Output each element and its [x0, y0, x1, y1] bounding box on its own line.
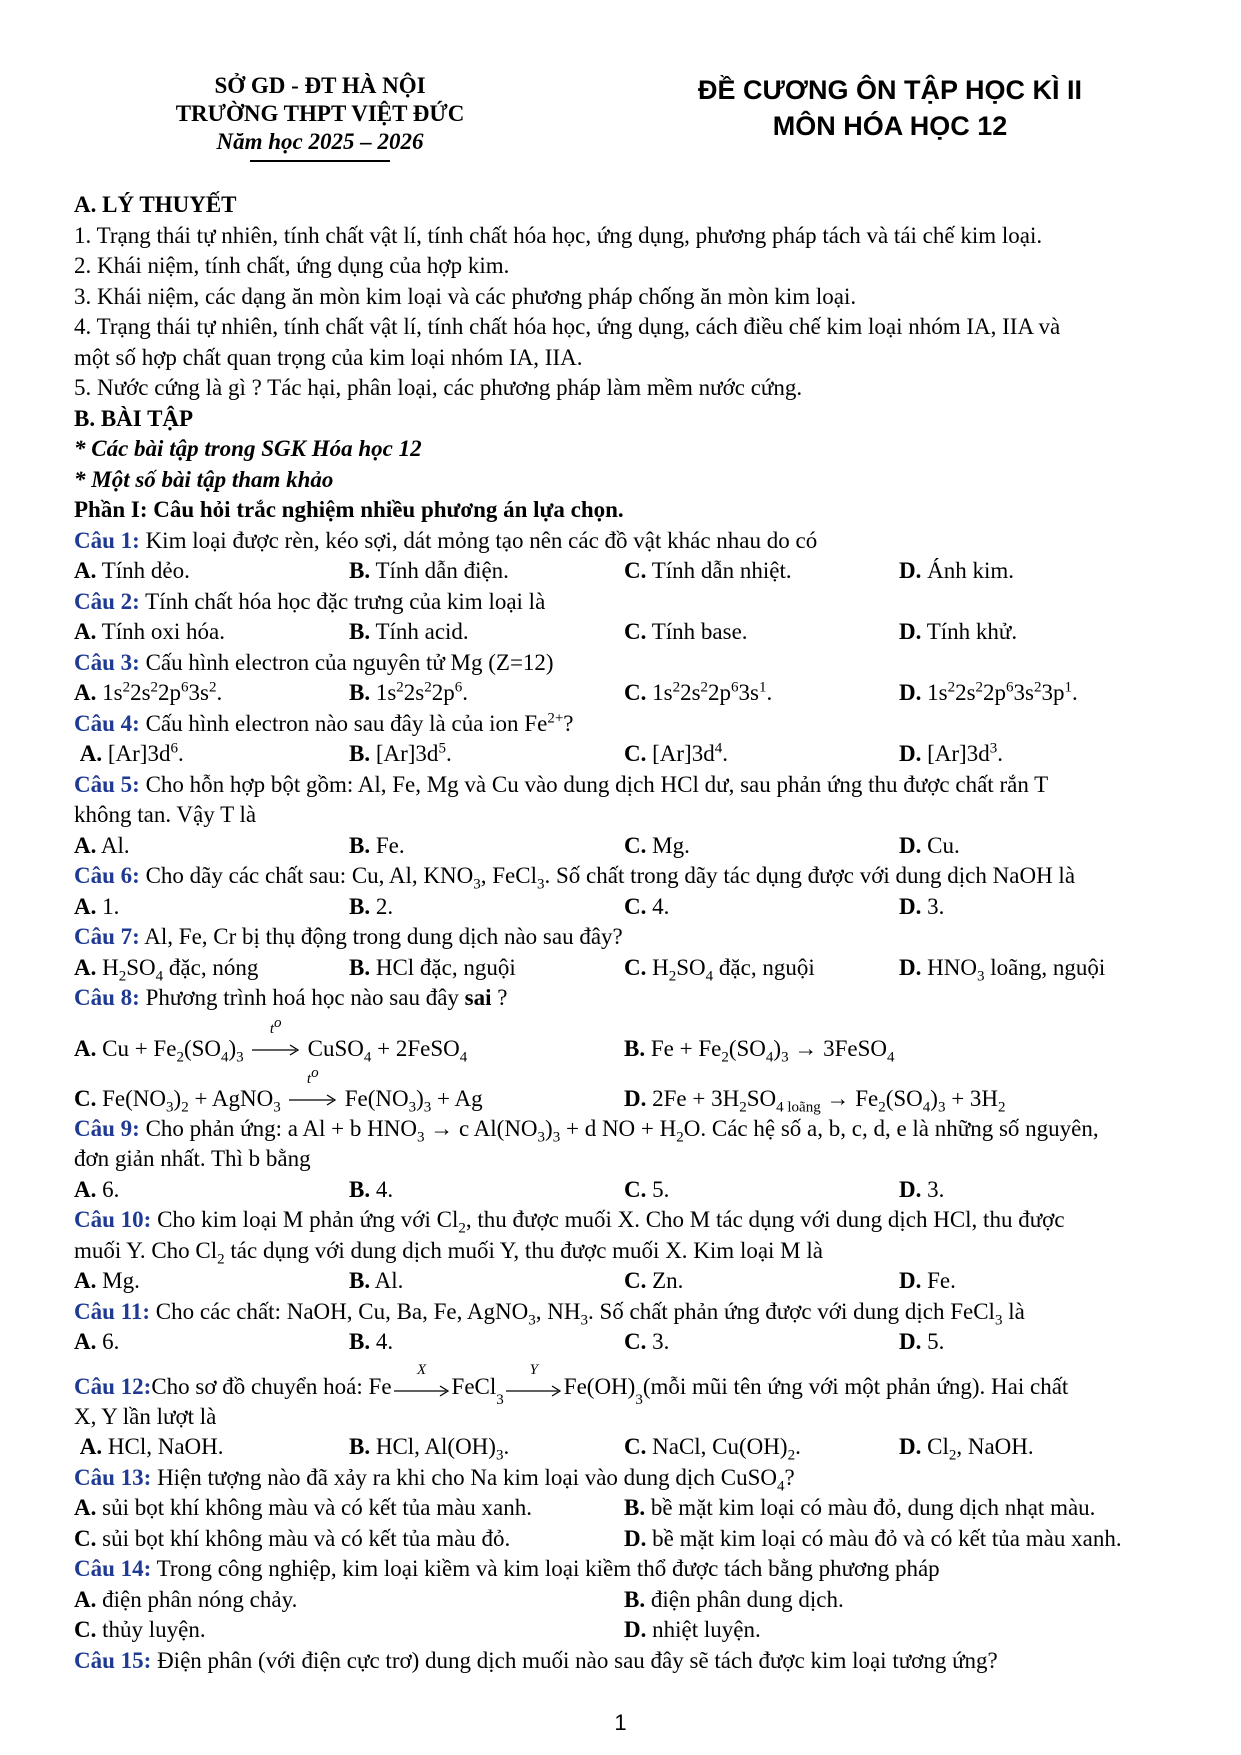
- question-label: Câu 8:: [74, 985, 140, 1010]
- option-a[interactable]: A. 1.: [74, 893, 120, 919]
- option-a[interactable]: A. 6.: [74, 1329, 120, 1354]
- theory-item: 2. Khái niệm, tính chất, ứng dụng của hợp kim.: [74, 253, 510, 278]
- option-b[interactable]: B. điện phân dung dịch.: [624, 1586, 844, 1612]
- option-d[interactable]: D. $Cl_2$, NaOH.: [899, 1434, 1034, 1464]
- theory-item: 4. Trạng thái tự nhiên, tính chất vật lí, tính chất hóa học, ứng dụng, cách điều chế kim loại nhóm IA, IIA và: [74, 314, 1061, 339]
- answer-options: [74, 1493, 1174, 1524]
- question-label: Câu 3:: [74, 649, 140, 675]
- option-b[interactable]: B. Tính acid.: [349, 619, 469, 644]
- option-d[interactable]: D. $2Fe + 3H_2SO_{4 loãng} \to Fe_2(SO_4)_3 + 3H_2$: [624, 1085, 1006, 1116]
- reaction-arrow-icon: Y: [506, 1382, 562, 1400]
- option-b[interactable]: B. Al.: [349, 1268, 404, 1293]
- option-d[interactable]: D. Cu.: [899, 832, 960, 858]
- option-a[interactable]: A. $H_2SO_4$ đặc, nóng: [74, 954, 259, 985]
- question-label: Câu 9:: [74, 1115, 140, 1141]
- theory-item: 1. Trạng thái tự nhiên, tính chất vật lí, tính chất hóa học, ứng dụng, phương pháp tách và tái chế kim loại.: [74, 222, 1043, 248]
- school-header: [130, 72, 510, 162]
- option-a[interactable]: A. điện phân nóng chảy.: [74, 1586, 298, 1612]
- school-year: Năm học 2025 – 2026: [216, 129, 424, 154]
- question-15: Câu 15: Điện phân (với điện cực trơ) dung dịch muối nào sau đây sẽ tách được kim loại tương ứng?: [74, 1647, 998, 1673]
- question-10: Câu 10: Cho kim loại M phản ứng với $Cl_2$, thu được muối X. Cho M tác dụng với dung dịch HCl, thu được: [74, 1207, 1065, 1237]
- option-c[interactable]: C. Mg.: [624, 832, 690, 858]
- option-c[interactable]: C. $H_2SO_4$ đặc, nguội: [624, 954, 815, 985]
- answer-options: [74, 556, 1174, 587]
- option-a[interactable]: A. Al.: [74, 832, 130, 858]
- option-b[interactable]: B. $Fe + Fe_2(SO_4)_3$ → 3FeSO$_4$: [624, 1035, 895, 1066]
- option-c[interactable]: C. $[Ar]3d^4$.: [624, 740, 728, 766]
- option-b[interactable]: B. $[Ar]3d^5$.: [349, 740, 452, 766]
- question-label: Câu 12:: [74, 1373, 152, 1399]
- option-c[interactable]: C. 4.: [624, 893, 670, 919]
- option-a[interactable]: A. Mg.: [74, 1268, 140, 1293]
- heat-arrow-icon: $t^o$: [252, 1041, 300, 1059]
- option-b[interactable]: B. Fe.: [349, 832, 405, 858]
- option-d[interactable]: D. 3.: [899, 1176, 945, 1202]
- option-b[interactable]: B. 4.: [349, 1176, 394, 1202]
- option-c[interactable]: C. 5.: [624, 1176, 670, 1202]
- answer-options: [74, 892, 1174, 923]
- theory-item: một số hợp chất quan trọng của kim loại nhóm IA, IIA.: [74, 344, 583, 370]
- option-b[interactable]: B. 4.: [349, 1329, 394, 1354]
- question-label: Câu 2:: [74, 588, 140, 614]
- theory-item: 3. Khái niệm, các dạng ăn mòn kim loại và các phương pháp chống ăn mòn kim loại.: [74, 283, 857, 309]
- option-a[interactable]: A. $Cu + Fe_2(SO_4)_3$ $t^o$ CuSO$_4$ + 2FeSO$_4$: [74, 1015, 468, 1066]
- question-2: Câu 2: Tính chất hóa học đặc trưng của kim loại là: [74, 588, 546, 614]
- question-label: Câu 1:: [74, 527, 140, 553]
- header-underline: [250, 160, 390, 162]
- equation-row: [74, 1064, 1174, 1114]
- document-body: [74, 190, 1174, 1676]
- question-5: Câu 5: Cho hỗn hợp bột gồm: Al, Fe, Mg và Cu vào dung dịch HCl dư, sau phản ứng thu được chất rắn T: [74, 771, 1049, 797]
- sgk-note: * Các bài tập trong SGK Hóa học 12: [74, 436, 422, 461]
- option-c[interactable]: C. sủi bọt khí không màu và có kết tủa màu đỏ.: [74, 1525, 511, 1551]
- option-b[interactable]: B. bề mặt kim loại có màu đỏ, dung dịch nhạt màu.: [624, 1495, 1096, 1520]
- theory-heading: A. LÝ THUYẾT: [74, 192, 237, 217]
- option-a[interactable]: A. Tính dẻo.: [74, 558, 190, 583]
- answer-options: [74, 953, 1174, 984]
- answer-options: [74, 1615, 1174, 1646]
- question-label: Câu 14:: [74, 1556, 152, 1581]
- answer-options: [74, 1432, 1174, 1463]
- option-a[interactable]: A. HCl, NaOH.: [79, 1434, 224, 1459]
- option-d[interactable]: D. nhiệt luyện.: [624, 1617, 761, 1642]
- answer-options: [74, 1327, 1174, 1358]
- question-5-cont: không tan. Vậy T là: [74, 802, 257, 827]
- option-c[interactable]: C. 3.: [624, 1329, 670, 1354]
- question-9: Câu 9: Cho phản ứng: a Al + b $HNO_3 \to c$ $Al(NO_3)_3 + d$ NO + $H_2O$. Các hệ số a, b, c, d, e là những số nguyên,: [74, 1115, 1099, 1146]
- option-d[interactable]: D. bề mặt kim loại có màu đỏ và có kết tủa màu xanh.: [624, 1525, 1122, 1551]
- question-1: Câu 1: Kim loại được rèn, kéo sợi, dát mỏng tạo nên các đồ vật khác nhau do có: [74, 527, 818, 553]
- option-d[interactable]: D. Fe.: [899, 1268, 956, 1293]
- question-label: Câu 15:: [74, 1647, 152, 1673]
- option-b[interactable]: B. HCl đặc, nguội: [349, 954, 516, 980]
- question-label: Câu 4:: [74, 710, 140, 736]
- option-a[interactable]: A. Tính oxi hóa.: [74, 619, 226, 644]
- question-3: Câu 3: Cấu hình electron của nguyên tử Mg (Z=12): [74, 649, 554, 675]
- question-12: Câu 12: Cho sơ đồ chuyển hoá: Fe X FeCl 3 Y Fe(OH) 3 (mỗi mũi tên ứng với một phản ứng). Hai chất: [74, 1361, 1069, 1408]
- question-4: Câu 4: Cấu hình electron nào sau đây là của ion $Fe^{2+}$?: [74, 709, 574, 736]
- heat-arrow-icon: $t^o$: [289, 1091, 337, 1109]
- reaction-arrow-icon: X: [394, 1382, 450, 1400]
- answer-options: [74, 617, 1174, 648]
- question-7: Câu 7: Al, Fe, Cr bị thụ động trong dung dịch nào sau đây?: [74, 924, 623, 949]
- question-12-cont: X, Y lần lượt là: [74, 1403, 217, 1429]
- question-11: Câu 11: Cho các chất: NaOH, Cu, Ba, Fe, AgNO$_3$, $NH_3$. Số chất phản ứng được với dung dịch FeCl$_3$ là: [74, 1298, 1025, 1329]
- option-b[interactable]: B. HCl, $Al(OH)_3$.: [349, 1434, 510, 1464]
- title-line-2: MÔN HÓA HỌC 12: [772, 111, 1008, 141]
- option-b[interactable]: B. 2.: [349, 893, 394, 919]
- option-c[interactable]: C. Zn.: [624, 1268, 684, 1293]
- school-name: TRƯỜNG THPT VIỆT ĐỨC: [175, 101, 465, 126]
- exercise-heading: B. BÀI TẬP: [74, 405, 194, 431]
- option-a[interactable]: A. sủi bọt khí không màu và có kết tủa màu xanh.: [74, 1495, 533, 1520]
- option-d[interactable]: D. $HNO_3$ loãng, nguội: [899, 954, 1106, 985]
- option-c[interactable]: C. Tính base.: [624, 619, 748, 644]
- answer-options: [74, 1585, 1174, 1616]
- question-10-cont: muối Y. Cho $Cl_2$ tác dụng với dung dịch muối Y, thu được muối X. Kim loại M là: [74, 1237, 823, 1268]
- option-d[interactable]: D. Tính khử.: [899, 619, 1018, 644]
- question-8: Câu 8: Phương trình hoá học nào sau đây sai ?: [74, 985, 508, 1010]
- option-c[interactable]: C. $1s^22s^22p^63s^1$.: [624, 679, 773, 705]
- equation-row: [74, 1014, 1174, 1064]
- option-c[interactable]: C. Tính dẫn nhiệt.: [624, 558, 792, 583]
- title-line-1: ĐỀ CƯƠNG ÔN TẬP HỌC KÌ II: [698, 75, 1082, 105]
- question-13: Câu 13: Hiện tượng nào đã xảy ra khi cho Na kim loại vào dung dịch CuSO$_4$?: [74, 1464, 795, 1495]
- option-c[interactable]: C. $Fe(NO_3)_2$ + AgNO$_3$ $t^o$ $Fe(NO_3)_3 + Ag$: [74, 1065, 483, 1116]
- question-label: Câu 10:: [74, 1207, 152, 1232]
- answer-options: [74, 678, 1174, 709]
- answer-options: [74, 739, 1174, 770]
- answer-options: [74, 831, 1174, 862]
- department: SỞ GD - ĐT HÀ NỘI: [214, 73, 426, 98]
- option-a[interactable]: A. $1s^22s^22p^63s^2$.: [74, 679, 223, 705]
- reference-note: * Một số bài tập tham khảo: [74, 466, 334, 492]
- option-b[interactable]: B. $1s^22s^22p^6$.: [349, 679, 468, 705]
- question-14: Câu 14: Trong công nghiệp, kim loại kiềm và kim loại kiềm thổ được tách bằng phương pháp: [74, 1556, 940, 1581]
- document-title: [640, 72, 1140, 144]
- question-label: Câu 13:: [74, 1464, 152, 1490]
- option-a[interactable]: A. 6.: [74, 1176, 120, 1202]
- option-d[interactable]: D. $1s^22s^22p^63s^23p^1$.: [899, 679, 1078, 705]
- answer-options: [74, 1524, 1174, 1555]
- option-d[interactable]: D. Ánh kim.: [899, 558, 1015, 583]
- answer-options: [74, 1175, 1174, 1206]
- option-c[interactable]: C. thủy luyện.: [74, 1617, 206, 1642]
- option-d[interactable]: D. 5.: [899, 1329, 945, 1354]
- option-c[interactable]: C. NaCl, $Cu(OH)_2$.: [624, 1434, 801, 1464]
- answer-options: [74, 1266, 1174, 1297]
- question-label: Câu 7:: [74, 924, 140, 949]
- theory-item: 5. Nước cứng là gì ? Tác hại, phân loại, các phương pháp làm mềm nước cứng.: [74, 375, 803, 400]
- option-b[interactable]: B. Tính dẫn điện.: [349, 558, 509, 583]
- question-label: Câu 6:: [74, 863, 140, 888]
- page-number: 1: [614, 1710, 627, 1735]
- question-6: Câu 6: Cho dãy các chất sau: Cu, Al, $KNO_3$, FeCl$_3$. Số chất trong dãy tác dụng được với dung dịch NaOH là: [74, 863, 1076, 893]
- question-label: Câu 5:: [74, 771, 140, 797]
- question-9-cont: đơn giản nhất. Thì b bằng: [74, 1146, 311, 1171]
- part-heading: Phần I: Câu hỏi trắc nghiệm nhiều phương án lựa chọn.: [74, 497, 624, 522]
- option-d[interactable]: D. $[Ar]3d^3$.: [899, 740, 1003, 766]
- question-label: Câu 11:: [74, 1298, 151, 1324]
- option-a[interactable]: A. $[Ar]3d^6$.: [79, 740, 184, 766]
- option-d[interactable]: D. 3.: [899, 893, 945, 919]
